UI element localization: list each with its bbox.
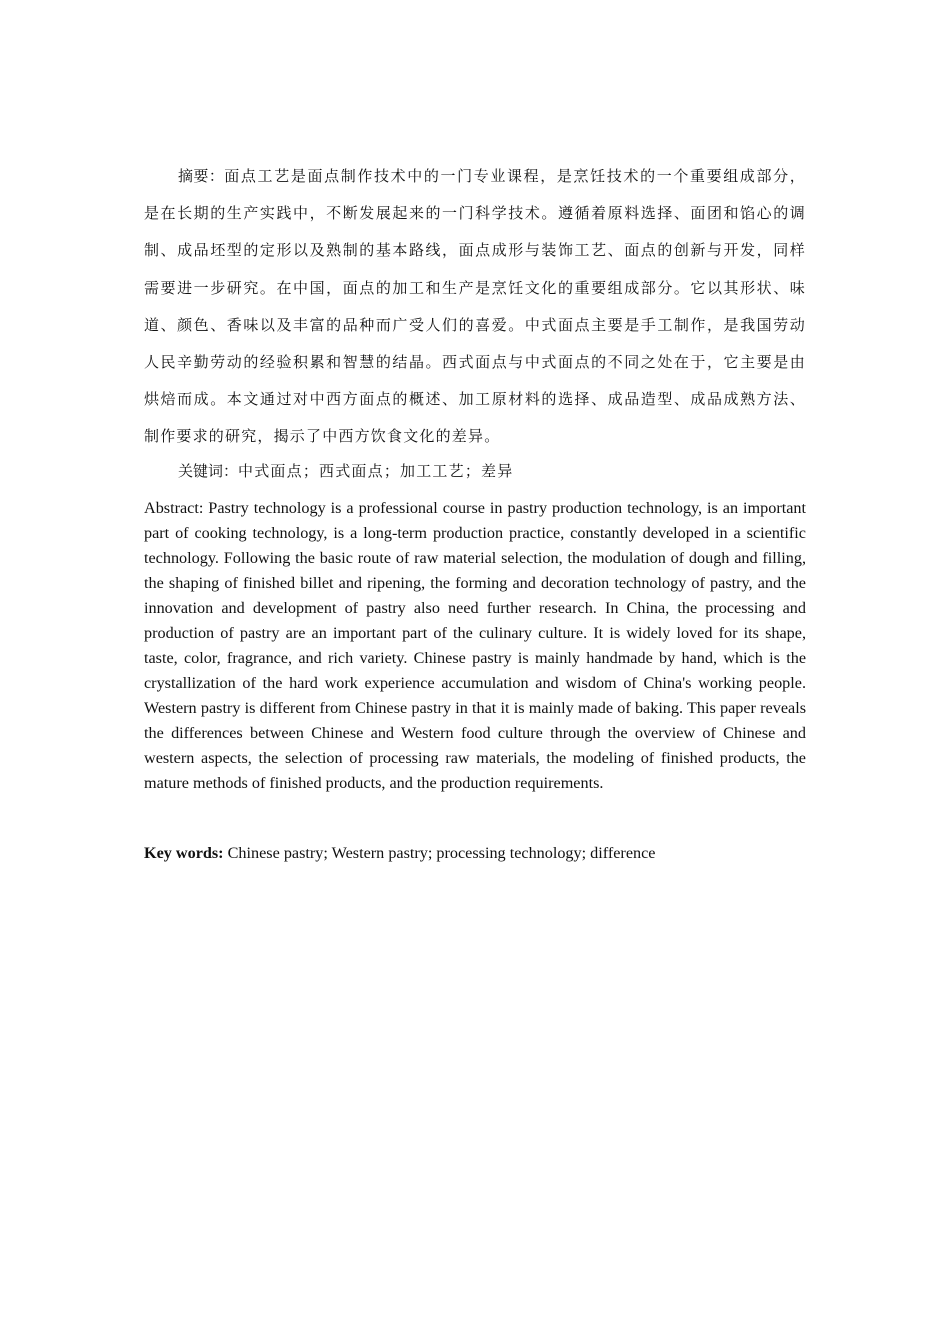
chinese-abstract-text: 面点工艺是面点制作技术中的一门专业课程，是烹饪技术的一个重要组成部分，是在长期的生产实践中，不断发展起来的一门科学技术。遵循着原料选择、面团和馅心的调制、成品坯型的定形以及熟制的基本路线，面点成形与装饰工艺、面点的创新与开发，同样需要进一步研究。在中国，面点的加工和生产是烹饪文化的重要组成部分。它以其形状、味道、颜色、香味以及丰富的品种而广受人们的喜爱。中式面点主要是手工制作，是我国劳动人民辛勤劳动的经验积累和智慧的结晶。西式面点与中式面点的不同之处在于，它主要是由烘焙而成。本文通过对中西方面点的概述、加工原材料的选择、成品造型、成品成熟方法、制作要求的研究，揭示了中西方饮食文化的差异。 [144, 167, 806, 446]
english-keywords-text: Chinese pastry; Western pastry; processing technology; difference [223, 843, 656, 862]
english-keywords-label: Key words: [144, 843, 224, 862]
document-page [144, 158, 806, 866]
chinese-abstract-label: 摘要： [178, 167, 225, 185]
chinese-keywords-label: 关键词： [178, 461, 239, 480]
chinese-keywords-text: 中式面点；西式面点；加工工艺；差异 [238, 461, 514, 480]
chinese-abstract [144, 158, 806, 456]
english-abstract: Abstract: Pastry technology is a professional course in pastry production technology, is an important part of cooking technology, is a long-term production practice, constantly developed in a scientific technology. Following the basic route of raw material selection, the modulation of dough and filling, the shaping of finished billet and ripening, the forming and decoration technology of pastry, and the innovation and development of pastry also need further research. In China, the processing and production of pastry are an important part of the culinary culture. It is widely loved for its shape, taste, color, fragrance, and rich variety. Chinese pastry is mainly handmade by hand, which is the crystallization of the hard work experience accumulation and wisdom of China's working people. Western pastry is different from Chinese pastry in that it is mainly made of baking. This paper reveals the differences between Chinese and Western food culture through the overview of Chinese and western aspects, the selection of processing raw materials, the modeling of finished products, the mature methods of finished products, and the production requirements. [144, 498, 806, 792]
chinese-keywords [144, 456, 806, 486]
english-keywords [144, 841, 806, 866]
